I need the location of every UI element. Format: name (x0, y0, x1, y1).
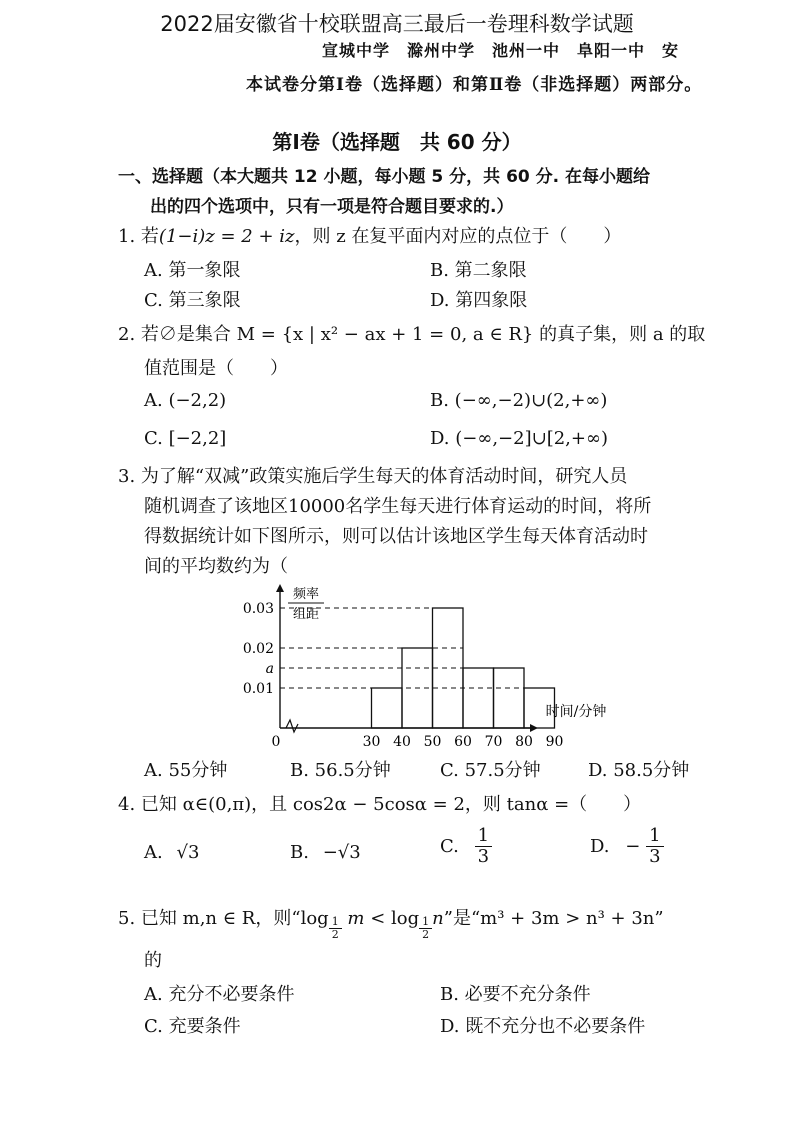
option-value: −√3 (322, 842, 361, 863)
y-tick-label: 0.01 (242, 681, 274, 697)
histogram-chart (230, 578, 630, 750)
y-axis-label-bottom: 组距 (292, 607, 320, 622)
stem-text: 已知 m,n ∈ R，则“ (140, 908, 301, 929)
log-term: log $\frac{1}{2}$ (301, 908, 342, 929)
question-5-option-b[interactable]: B. 必要不充分条件 (440, 984, 591, 1005)
question-3-stem-line3: 得数据统计如下图所示，则可以估计该地区学生每天体育活动时 (144, 526, 648, 547)
question-1-option-a[interactable]: A. 第一象限 (144, 260, 241, 281)
question-5-option-a[interactable]: A. 充分不必要条件 (144, 984, 295, 1005)
stem-text: 若∅是集合 M = {x | x² − ax + 1 = 0, a ∈ R} 的真子集，则 a 的取 (140, 324, 706, 345)
x-axis-label: 时间/分钟 (545, 704, 607, 720)
question-4-option-b[interactable] (290, 842, 361, 863)
option-label: B. (290, 842, 309, 863)
negative-sign: − (625, 835, 641, 857)
stem-text: 为了解“双减”政策实施后学生每天的体育活动时间，研究人员 (140, 466, 628, 487)
question-4-stem (118, 790, 641, 816)
axis-break-mark (286, 720, 298, 732)
stem-math: (1−i)z = 2 + iz (158, 226, 295, 247)
y-axis-arrow (276, 584, 284, 592)
question-4-option-c[interactable] (440, 826, 492, 867)
question-3-option-d[interactable]: D. 58.5分钟 (588, 760, 690, 781)
exam-intro: 本试卷分第Ⅰ卷（选择题）和第Ⅱ卷（非选择题）两部分。 (246, 75, 703, 95)
histogram-bar (372, 688, 403, 728)
fraction-numerator: 1 (646, 826, 663, 847)
question-2-option-b[interactable]: B. (−∞,−2)∪(2,+∞) (430, 390, 608, 411)
x-tick-label: 30 (362, 734, 381, 750)
question-number: 3. (118, 466, 136, 487)
option-label: A. (144, 842, 163, 863)
question-1-option-c[interactable]: C. 第三象限 (144, 290, 241, 311)
question-5-stem-line1 (118, 904, 664, 941)
question-1-option-b[interactable]: B. 第二象限 (430, 260, 527, 281)
stem-math: m < (347, 908, 386, 929)
section-title: 第Ⅰ卷（选择题 共 60 分） (272, 130, 522, 154)
section-instruction-line2: 出的四个选项中，只有一项是符合题目要求的.） (150, 197, 514, 217)
x-tick-label: 40 (393, 734, 411, 750)
question-number: 4. (118, 794, 136, 815)
fraction-denominator: 3 (477, 845, 490, 867)
stem-text: ”是“m³ + 3m > n³ + 3n” (443, 908, 664, 929)
question-3-option-a[interactable]: A. 55分钟 (144, 760, 228, 781)
y-tick-label: 0.02 (242, 641, 274, 657)
question-2-option-a[interactable]: A. (−2,2) (144, 390, 227, 411)
origin-label: 0 (271, 734, 281, 750)
log-term: log $\frac{1}{2}$ (391, 908, 432, 929)
question-1-stem (118, 222, 621, 248)
question-2-stem-line1 (118, 320, 705, 346)
stem-text: 若 (140, 226, 159, 247)
question-1-option-d[interactable]: D. 第四象限 (430, 290, 528, 311)
option-label: C. (440, 835, 459, 857)
question-number: 1. (118, 226, 136, 247)
y-axis-label-top: 频率 (292, 587, 320, 602)
question-4-option-d[interactable] (590, 826, 664, 867)
question-3-option-b[interactable]: B. 56.5分钟 (290, 760, 391, 781)
question-5-option-d[interactable]: D. 既不充分也不必要条件 (440, 1016, 646, 1037)
question-2-option-d[interactable]: D. (−∞,−2]∪[2,+∞) (430, 428, 608, 449)
stem-text: ，则 z 在复平面内对应的点位于（ ） (294, 226, 622, 247)
school-list: 宣城中学 滁州中学 池州一中 阜阳一中 安 (322, 41, 680, 60)
x-tick-label: 50 (423, 734, 442, 750)
question-2-stem-line2: 值范围是（ ） (144, 358, 288, 379)
y-tick-label: 0.03 (242, 601, 274, 617)
question-number: 2. (118, 324, 136, 345)
y-tick-label: a (265, 661, 274, 677)
question-2-option-c[interactable]: C. [−2,2] (144, 428, 227, 449)
question-3-option-c[interactable]: C. 57.5分钟 (440, 760, 541, 781)
question-5-stem-line2: 的 (144, 950, 162, 971)
x-tick-label: 70 (484, 734, 503, 750)
question-3-stem-line1 (118, 462, 627, 488)
option-label: D. (590, 835, 610, 857)
question-5-option-c[interactable]: C. 充要条件 (144, 1016, 241, 1037)
fraction-numerator: 1 (475, 826, 492, 847)
question-number: 5. (118, 908, 136, 929)
fraction-denominator: 3 (649, 845, 661, 867)
x-tick-label: 60 (454, 734, 472, 750)
question-3-stem-line2: 随机调查了该地区10000名学生每天进行体育运动的时间，将所 (144, 496, 652, 517)
question-4-option-a[interactable] (144, 842, 199, 863)
fraction (475, 826, 492, 867)
stem-text: 已知 α∈(0,π)，且 cos2α − 5cosα = 2，则 tanα =（ ） (140, 794, 642, 815)
option-value: √3 (176, 842, 200, 863)
stem-math: n (432, 908, 444, 929)
question-3-stem-line4: 间的平均数约为（ (144, 556, 288, 577)
histogram-bar (494, 668, 525, 728)
x-tick-label: 90 (545, 734, 564, 750)
x-tick-label: 80 (515, 734, 533, 750)
histogram-bar (463, 668, 494, 728)
fraction (646, 826, 663, 867)
exam-title: 2022届安徽省十校联盟高三最后一卷理科数学试题 (160, 12, 634, 36)
section-instruction-line1: 一、选择题（本大题共 12 小题，每小题 5 分，共 60 分. 在每小题给 (118, 167, 651, 187)
